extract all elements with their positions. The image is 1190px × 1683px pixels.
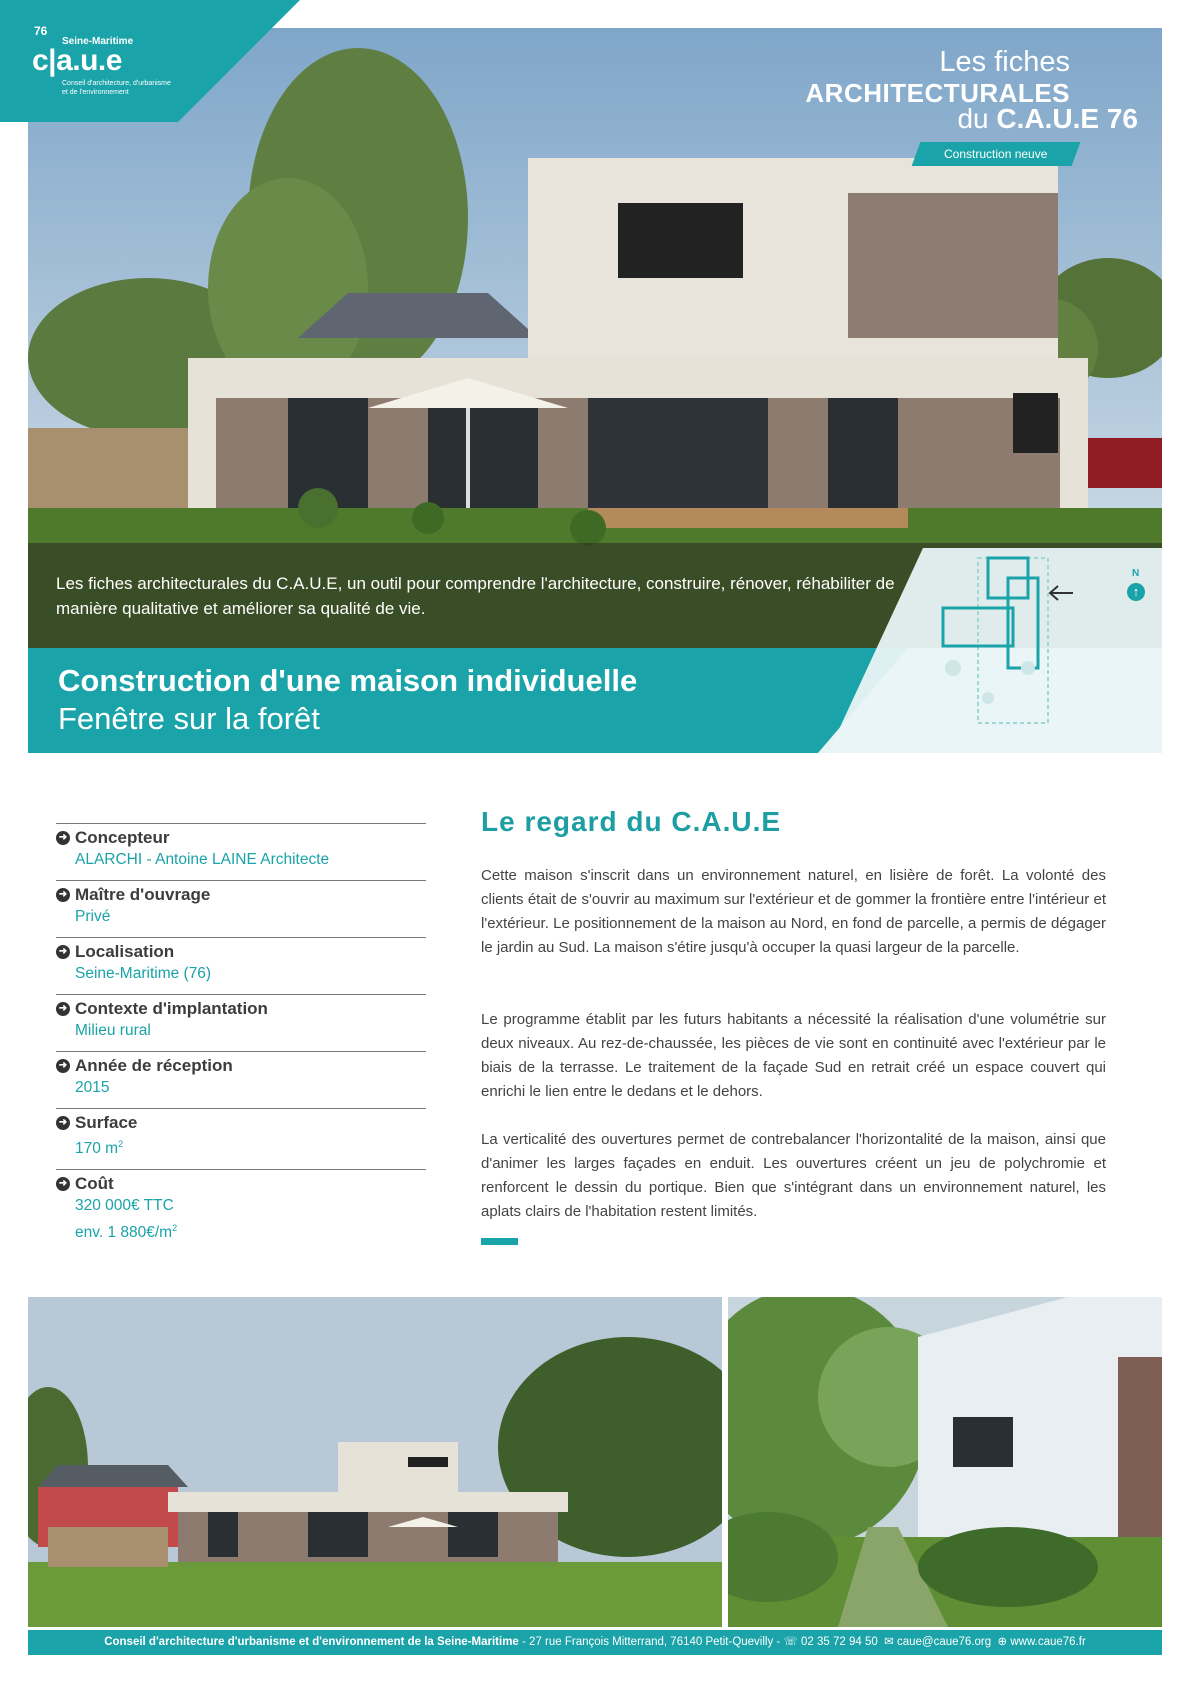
side-path-photo <box>728 1297 1162 1627</box>
arrow-right-icon: ➜ <box>56 888 70 902</box>
footer-org: Conseil d'architecture d'urbanisme et d'environnement de la Seine-Maritime <box>104 1636 519 1648</box>
logo-wordmark: c|a.u.e <box>32 44 122 77</box>
info-item-localisation <box>56 937 426 994</box>
info-item-surface <box>56 1108 426 1169</box>
info-value: Privé <box>75 908 111 925</box>
arrow-right-icon: ➜ <box>56 1059 70 1073</box>
info-item-contexte <box>56 994 426 1051</box>
footer-website-link[interactable]: ⊕ www.caue76.fr <box>997 1636 1086 1648</box>
footer <box>28 1630 1162 1655</box>
paragraph-3: La verticalité des ouvertures permet de contrebalancer l'horizontalité de la maison, ainsi que d'animer les larges façades en enduit. Les ouvertures créent un jeu de polychromie et renforcent le dessin du portique. Bien que s'intégrant dans un environnement naturel, les aplats clairs de l'habitation restent limités. <box>481 1131 1106 1220</box>
arrow-right-icon: ➜ <box>56 831 70 845</box>
arrow-right-icon: ➜ <box>56 1116 70 1130</box>
logo-tagline-1: Conseil d'architecture, d'urbanisme <box>62 80 171 87</box>
footer-email-link[interactable]: ✉ caue@caue76.org <box>884 1636 992 1648</box>
arrow-right-icon: ➜ <box>56 1002 70 1016</box>
footer-address: - 27 rue François Mitterrand, 76140 Petit-Quevilly - <box>518 1636 784 1648</box>
logo-tagline-2: et de l'environnement <box>62 89 129 96</box>
house-garden-photo <box>28 1297 722 1627</box>
series-line1: Les fiches <box>939 46 1070 78</box>
category-tag-label: Construction neuve <box>944 147 1048 161</box>
series-line3-prefix: du <box>957 103 989 134</box>
surface-unit-sup: 2 <box>118 1139 124 1149</box>
info-value: Seine-Maritime (76) <box>75 965 212 982</box>
info-value: Milieu rural <box>75 1022 151 1039</box>
info-item-concepteur <box>56 823 426 880</box>
info-value: ALARCHI - Antoine LAINE Architecte <box>75 851 330 868</box>
cost-per-m2: env. 1 880€/m <box>75 1224 173 1242</box>
paragraph-2: Le programme établit par les futurs habitants a nécessité la réalisation d'une volumétrie sur deux niveaux. Au rez-de-chaussée, les pièces de vie sont en continuité avec l'extérieur par le biais de la terrasse. Le traitement de la façade Sud en retrait créé un espace couvert qui enrichi le lien entre le dedans et le dehors. <box>481 1011 1106 1100</box>
hero-caption: Les fiches architecturales du C.A.U.E, un outil pour comprendre l'architecture, construire, rénover, réhabiliter de manière qualitative et améliorer sa qualité de vie. <box>56 574 895 618</box>
info-item-maitre-ouvrage <box>56 880 426 937</box>
category-tag <box>912 142 1081 166</box>
logo-number: 76 <box>34 24 48 38</box>
info-value <box>56 1133 426 1160</box>
cost-unit-sup: 2 <box>172 1223 178 1234</box>
arrow-right-icon: ➜ <box>56 945 70 959</box>
section-heading: Le regard du C.A.U.E <box>481 806 782 837</box>
page-title: Construction d'une maison individuelle <box>58 663 638 698</box>
info-label: Coût <box>75 1174 114 1194</box>
series-line2: ARCHITECTURALES <box>805 78 1070 108</box>
surface-value: 170 m <box>75 1140 119 1158</box>
footer-phone[interactable]: ☏ 02 35 72 94 50 <box>783 1636 878 1648</box>
info-label: Localisation <box>75 942 175 961</box>
compass-arrow-icon: ↑ <box>1127 583 1145 601</box>
project-info-list <box>56 823 426 1253</box>
compass-north-label: N <box>1132 568 1140 579</box>
info-label: Maître d'ouvrage <box>75 885 211 904</box>
logo-department: Seine-Maritime <box>62 36 134 47</box>
info-value: 320 000€ TTC <box>75 1197 174 1215</box>
arrow-right-icon: ➜ <box>56 1177 70 1191</box>
info-item-cout <box>56 1169 426 1253</box>
hero-section <box>28 28 1162 753</box>
series-line3 <box>957 103 1138 135</box>
accent-bar <box>481 1238 518 1245</box>
info-label: Surface <box>75 1113 138 1132</box>
info-label: Année de réception <box>75 1056 233 1075</box>
info-item-annee <box>56 1051 426 1108</box>
info-label: Contexte d'implantation <box>75 999 268 1018</box>
paragraph-1: Cette maison s'inscrit dans un environnement naturel, en lisière de forêt. La volonté des clients était de s'ouvrir au maximum sur l'extérieur et de gommer la frontière entre l'intérieur et l'extérieur. Le positionnement de la maison au Nord, en fond de parcelle, a permis de dégager le jardin au Sud. La maison s'étire jusqu'à occuper la quasi largeur de la parcelle. <box>481 867 1106 956</box>
series-line3-bold: C.A.U.E 76 <box>996 103 1138 134</box>
info-label: Concepteur <box>75 828 170 847</box>
info-value-secondary <box>56 1217 426 1244</box>
page-subtitle: Fenêtre sur la forêt <box>58 701 320 736</box>
site-plan-diagram <box>828 548 1162 753</box>
info-value: 2015 <box>75 1079 110 1096</box>
